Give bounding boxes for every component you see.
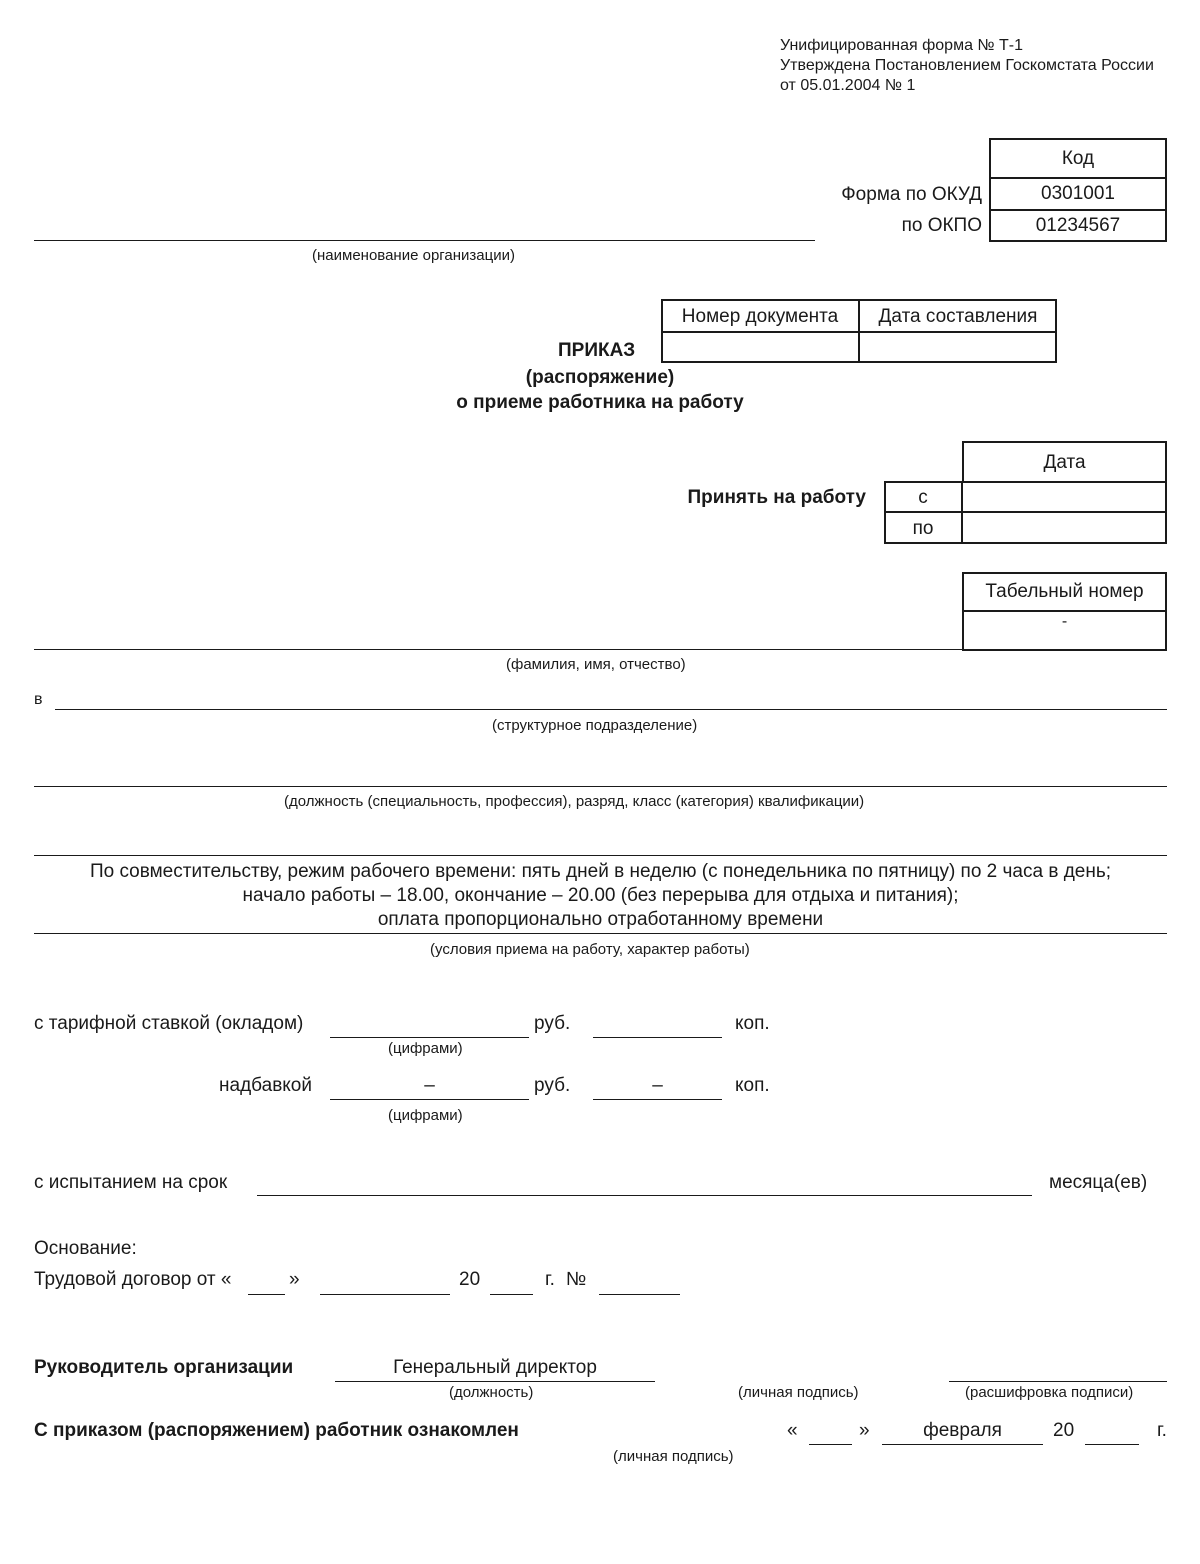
fio-caption: (фамилия, имя, отчество) (506, 656, 686, 673)
order-subject: о приеме работника на работу (456, 392, 744, 413)
contract-day-field[interactable] (248, 1294, 285, 1295)
rate-digits-caption: (цифрами) (388, 1040, 463, 1057)
division-caption: (структурное подразделение) (492, 717, 698, 734)
rate-kop-unit: коп. (735, 1013, 770, 1034)
contract-year-suffix: г. (545, 1269, 555, 1290)
bonus-rub-field[interactable] (330, 1099, 529, 1100)
hire-to-label: по (912, 517, 934, 539)
probation-unit: месяца(ев) (1049, 1172, 1148, 1193)
okpo-value[interactable]: 01234567 (1035, 215, 1121, 236)
bonus-digits-caption: (цифрами) (388, 1107, 463, 1124)
document-number-head: Номер документа (681, 305, 839, 327)
ack-open-quote: « (787, 1420, 798, 1441)
head-position-value[interactable]: Генеральный директор (393, 1357, 597, 1378)
bonus-label: надбавкой (219, 1075, 312, 1096)
bonus-kop-field[interactable] (593, 1099, 722, 1100)
okpo-label: по ОКПО (901, 215, 982, 236)
hire-label: Принять на работу (687, 487, 866, 508)
bonus-rub-unit: руб. (534, 1075, 571, 1096)
order-title: ПРИКАЗ (558, 340, 636, 361)
form-approval: Утверждена Постановлением Госкомстата России (780, 57, 1154, 74)
division-field[interactable] (55, 709, 1167, 710)
hire-from-field[interactable] (962, 482, 1167, 512)
rate-rub-unit: руб. (534, 1013, 571, 1034)
ack-label: С приказом (распоряжением) работник ознакомлен (34, 1420, 519, 1441)
bonus-kop-value[interactable]: – (652, 1075, 663, 1096)
contract-month-field[interactable] (320, 1294, 450, 1295)
tabel-head: Табельный номер (985, 581, 1144, 602)
okud-value[interactable]: 0301001 (1041, 183, 1115, 204)
probation-label: с испытанием на срок (34, 1172, 228, 1193)
bonus-rub-value[interactable]: – (424, 1075, 435, 1096)
organization-field[interactable] (34, 240, 815, 241)
hire-date-head: Дата (1043, 451, 1086, 473)
head-position-field[interactable] (335, 1381, 655, 1382)
head-position-caption: (должность) (449, 1384, 534, 1401)
division-prefix: в (34, 691, 43, 708)
conditions-line-3[interactable]: оплата пропорционально отработанному времени (377, 909, 824, 930)
fio-field[interactable] (34, 649, 963, 650)
ack-close-quote: » (859, 1420, 870, 1441)
contract-close-quote: » (289, 1269, 300, 1290)
document-number-field[interactable] (661, 333, 859, 362)
order-subtitle: (распоряжение) (525, 367, 675, 388)
hire-from-label: с (918, 486, 928, 508)
conditions-bottom-line (34, 933, 1167, 934)
rate-rub-field[interactable] (330, 1037, 529, 1038)
ack-signature-caption: (личная подпись) (613, 1448, 734, 1465)
rate-label: с тарифной ставкой (окладом) (34, 1013, 304, 1034)
head-signature-caption: (личная подпись) (738, 1384, 859, 1401)
organization-caption: (наименование организации) (312, 247, 515, 264)
form-approval-date: от 05.01.2004 № 1 (780, 77, 916, 94)
ack-month-field[interactable] (882, 1444, 1043, 1445)
probation-field[interactable] (257, 1195, 1032, 1196)
contract-year-prefix: 20 (459, 1269, 481, 1290)
hire-to-field[interactable] (962, 513, 1167, 543)
ack-year-prefix: 20 (1053, 1420, 1075, 1441)
ack-day-field[interactable] (809, 1444, 852, 1445)
document-date-head: Дата составления (878, 305, 1038, 327)
tabel-field[interactable]: - (1061, 613, 1068, 630)
head-decode-caption: (расшифровка подписи) (965, 1384, 1134, 1401)
head-decode-field[interactable] (949, 1381, 1167, 1382)
basis-label: Основание: (34, 1238, 137, 1259)
position-field[interactable] (34, 786, 1167, 787)
contract-number-sign: № (566, 1269, 587, 1290)
ack-year-suffix: г. (1157, 1420, 1167, 1441)
conditions-line-2[interactable]: начало работы – 18.00, окончание – 20.00 (без перерыва для отдыха и питания); (242, 885, 959, 906)
ack-month-value[interactable]: февраля (923, 1420, 1002, 1441)
contract-year-field[interactable] (490, 1294, 533, 1295)
position-caption: (должность (специальность, профессия), разряд, класс (категория) квалификации) (284, 793, 865, 810)
ack-year-field[interactable] (1085, 1444, 1139, 1445)
okud-label: Форма по ОКУД (841, 184, 982, 205)
bonus-kop-unit: коп. (735, 1075, 770, 1096)
conditions-top-line (34, 855, 1167, 856)
contract-number-field[interactable] (599, 1294, 680, 1295)
rate-kop-field[interactable] (593, 1037, 722, 1038)
conditions-caption: (условия приема на работу, характер работы) (430, 941, 750, 958)
head-label: Руководитель организации (34, 1357, 294, 1378)
code-head: Код (1061, 147, 1095, 169)
contract-label: Трудовой договор от « (34, 1269, 232, 1290)
document-date-field[interactable] (859, 333, 1057, 362)
form-name: Унифицированная форма № Т-1 (780, 37, 1024, 54)
conditions-line-1[interactable]: По совместительству, режим рабочего времени: пять дней в неделю (с понедельника по пятницу) по 2 часа в день; (89, 861, 1112, 882)
